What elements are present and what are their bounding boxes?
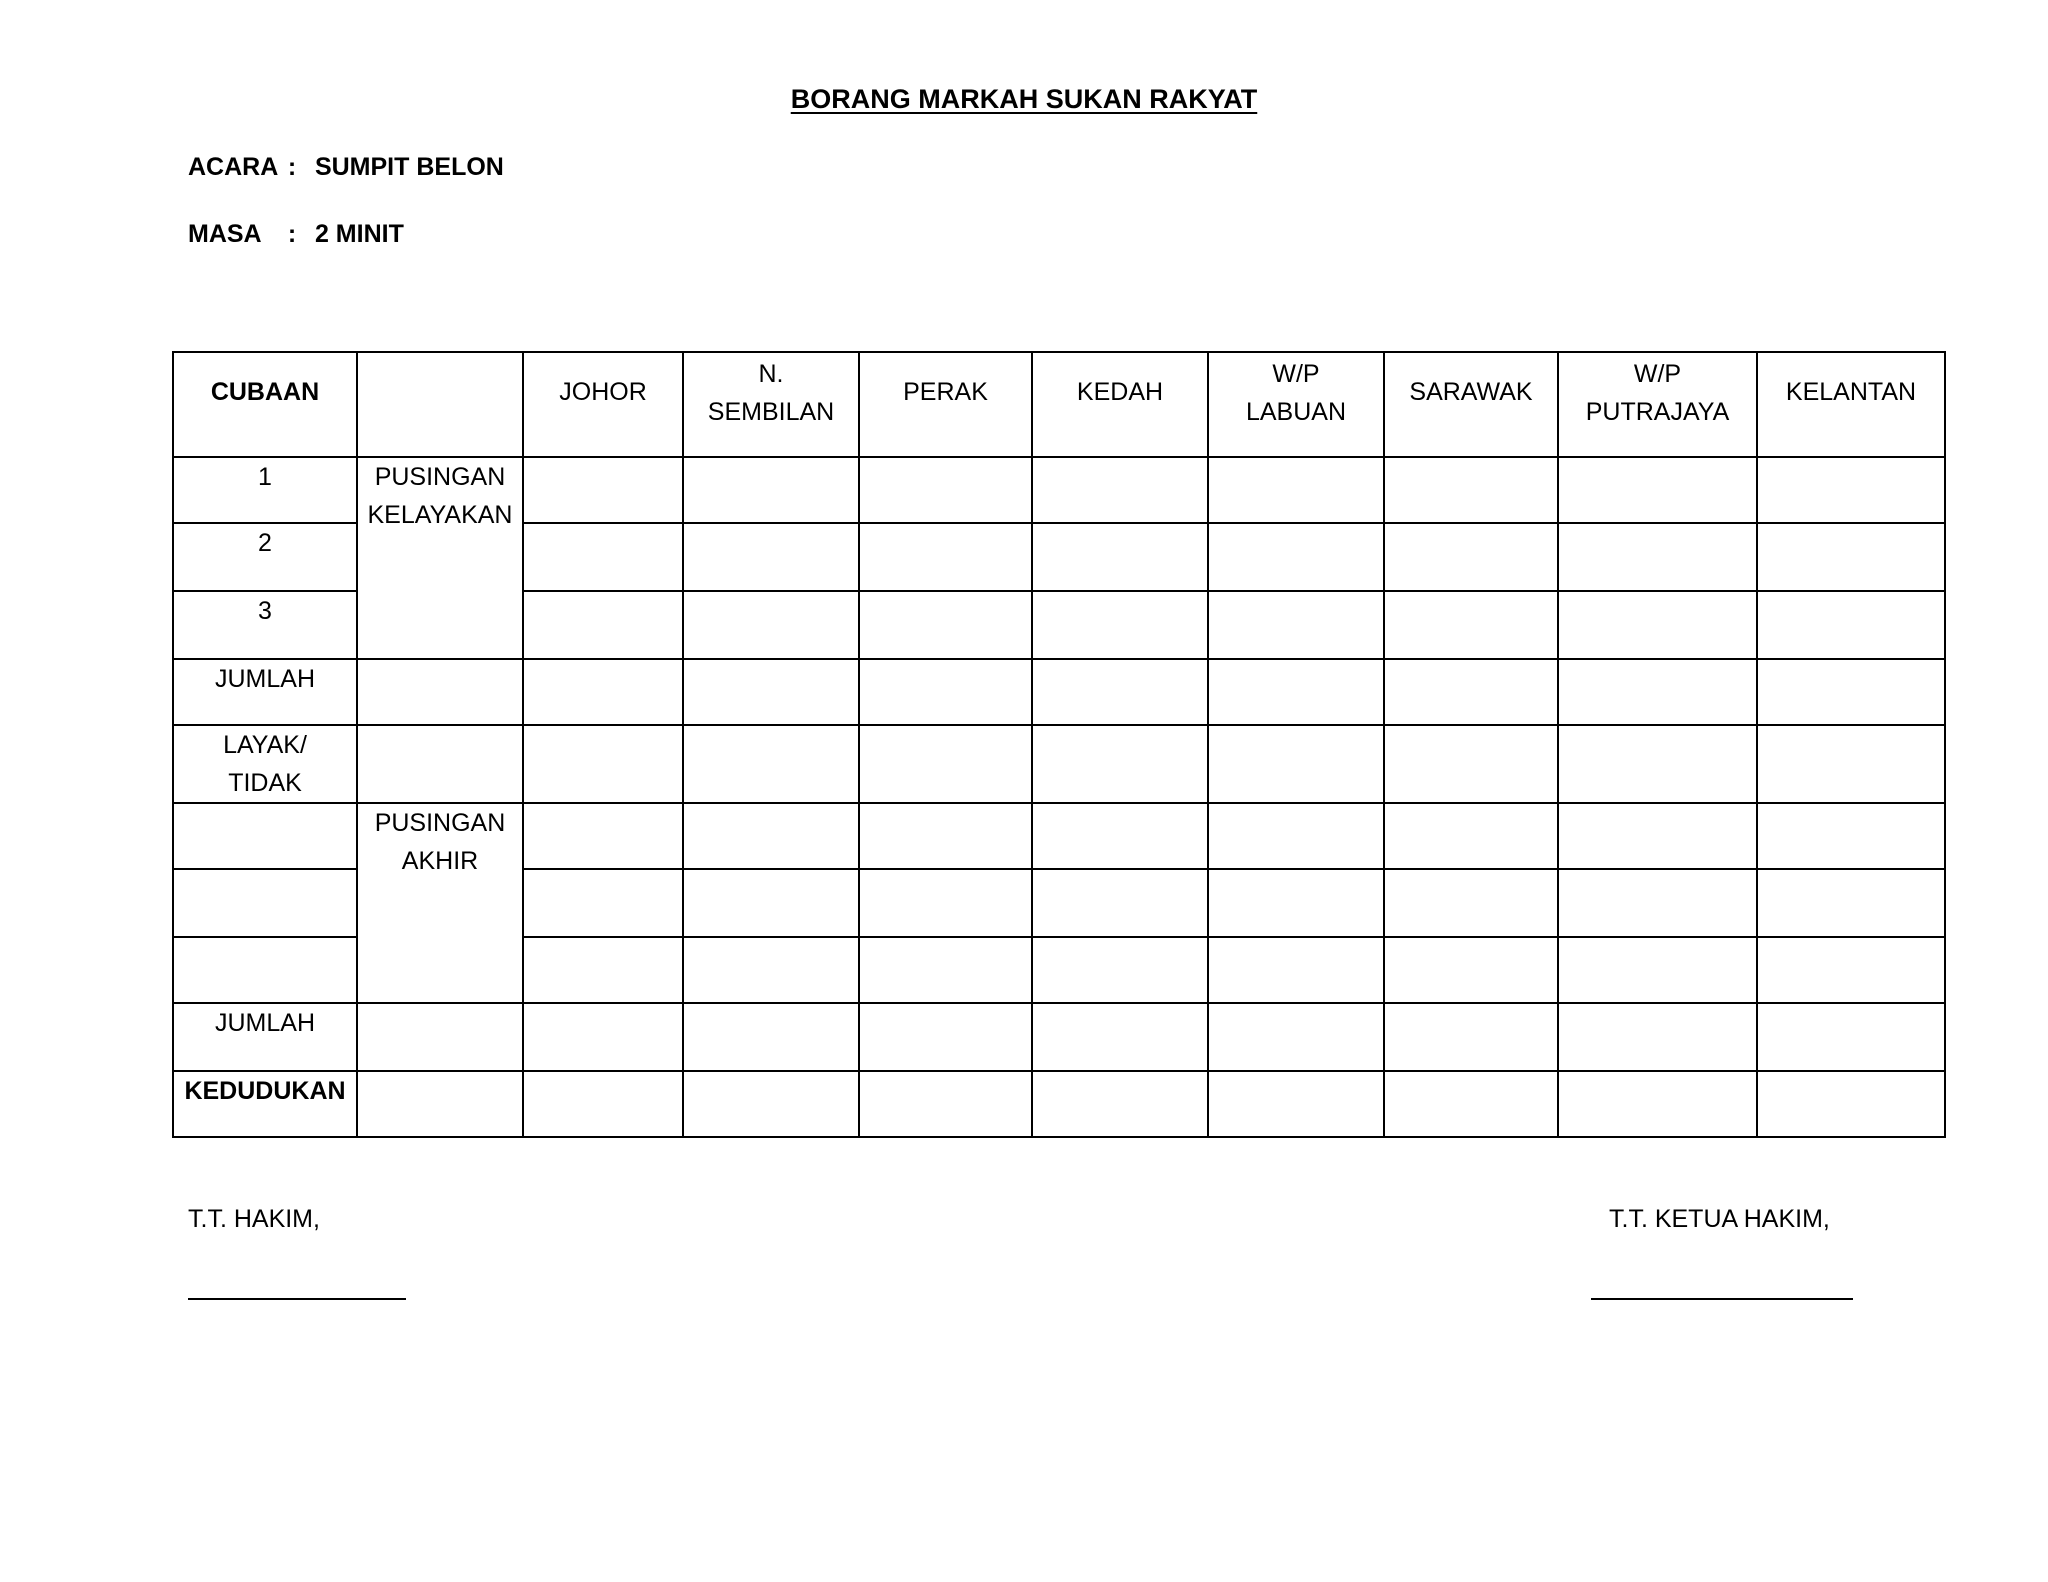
score-cell[interactable] <box>1384 937 1558 1003</box>
score-cell[interactable] <box>1558 523 1757 591</box>
round-final-label <box>357 803 523 1003</box>
chief-judge-signature-line[interactable] <box>1591 1298 1853 1300</box>
qualify-label <box>173 725 357 803</box>
qualify-row <box>173 725 1945 803</box>
score-cell[interactable] <box>683 659 859 725</box>
time-separator: : <box>287 220 297 248</box>
score-cell[interactable] <box>523 725 683 803</box>
score-cell[interactable] <box>1208 1003 1384 1071</box>
score-cell[interactable] <box>683 591 859 659</box>
judge-signature-line[interactable] <box>188 1298 406 1300</box>
final-attempt-blank[interactable] <box>173 803 357 869</box>
score-cell[interactable] <box>1558 725 1757 803</box>
round-qualifying-label-line: KELAYAKAN <box>367 501 513 529</box>
score-cell[interactable] <box>1384 659 1558 725</box>
header-state-line: PERAK <box>903 378 988 406</box>
score-cell[interactable] <box>859 1071 1032 1137</box>
event-separator: : <box>287 153 297 181</box>
score-cell[interactable] <box>523 803 683 869</box>
score-cell[interactable] <box>1757 659 1945 725</box>
attempt-number: 1 <box>173 457 357 523</box>
score-cell[interactable] <box>859 457 1032 523</box>
header-state-line: SARAWAK <box>1409 378 1533 406</box>
round-final-label-line: AKHIR <box>401 847 479 875</box>
attempt-row <box>173 457 1945 523</box>
attempt-number: 3 <box>173 591 357 659</box>
header-state <box>1208 352 1384 457</box>
score-cell[interactable] <box>1558 1003 1757 1071</box>
score-cell[interactable] <box>1208 591 1384 659</box>
score-cell[interactable] <box>683 1071 859 1137</box>
score-cell[interactable] <box>859 591 1032 659</box>
score-cell[interactable] <box>1032 1003 1208 1071</box>
score-cell[interactable] <box>1757 523 1945 591</box>
header-state <box>1558 352 1757 457</box>
header-row <box>173 352 1945 457</box>
header-state <box>1384 352 1558 457</box>
total-row-qualifying <box>173 659 1945 725</box>
score-cell[interactable] <box>859 937 1032 1003</box>
round-qualifying-label <box>357 457 523 659</box>
header-state <box>683 352 859 457</box>
header-state-line: KEDAH <box>1076 378 1164 406</box>
score-cell[interactable] <box>1384 869 1558 937</box>
score-cell[interactable] <box>683 457 859 523</box>
time-value: 2 MINIT <box>314 220 404 248</box>
score-cell[interactable] <box>683 937 859 1003</box>
round-blank[interactable] <box>357 1071 523 1137</box>
header-cubaan: CUBAAN <box>173 352 357 457</box>
score-cell[interactable] <box>1558 869 1757 937</box>
score-cell[interactable] <box>683 725 859 803</box>
header-state <box>523 352 683 457</box>
header-state <box>859 352 1032 457</box>
score-cell[interactable] <box>1558 1071 1757 1137</box>
judge-signature-label: T.T. HAKIM, <box>188 1205 320 1233</box>
score-cell[interactable] <box>523 1003 683 1071</box>
total-label: JUMLAH <box>173 659 357 725</box>
score-cell[interactable] <box>683 869 859 937</box>
score-cell[interactable] <box>1384 457 1558 523</box>
score-cell[interactable] <box>1208 803 1384 869</box>
position-label: KEDUDUKAN <box>173 1071 357 1137</box>
score-cell[interactable] <box>1208 937 1384 1003</box>
score-cell[interactable] <box>523 591 683 659</box>
score-cell[interactable] <box>1757 725 1945 803</box>
score-cell[interactable] <box>1032 803 1208 869</box>
score-cell[interactable] <box>1558 457 1757 523</box>
score-cell[interactable] <box>859 803 1032 869</box>
score-cell[interactable] <box>1558 937 1757 1003</box>
score-cell[interactable] <box>683 1003 859 1071</box>
score-cell[interactable] <box>1032 1071 1208 1137</box>
qualify-label-line: TIDAK <box>228 769 302 797</box>
event-label: ACARA <box>188 153 279 181</box>
header-state-line: LABUAN <box>1245 398 1347 426</box>
qualify-label-line: LAYAK/ <box>223 731 307 759</box>
score-cell[interactable] <box>1208 725 1384 803</box>
score-cell[interactable] <box>1208 457 1384 523</box>
score-cell[interactable] <box>1558 659 1757 725</box>
score-cell[interactable] <box>1384 803 1558 869</box>
header-state-line: SEMBILAN <box>707 398 835 426</box>
score-cell[interactable] <box>859 659 1032 725</box>
score-cell[interactable] <box>1384 591 1558 659</box>
score-cell[interactable] <box>523 457 683 523</box>
score-cell[interactable] <box>1032 523 1208 591</box>
attempt-number: 2 <box>173 523 357 591</box>
score-cell[interactable] <box>1757 591 1945 659</box>
score-cell[interactable] <box>523 1071 683 1137</box>
score-cell[interactable] <box>1757 1003 1945 1071</box>
header-state-line: KELANTAN <box>1785 378 1917 406</box>
time-label: MASA <box>188 220 262 248</box>
header-state <box>1032 352 1208 457</box>
total-row-final <box>173 1003 1945 1071</box>
score-cell[interactable] <box>1558 803 1757 869</box>
round-blank[interactable] <box>357 1003 523 1071</box>
header-state <box>1757 352 1945 457</box>
round-qualifying-label-line: PUSINGAN <box>374 463 506 491</box>
score-cell[interactable] <box>1757 869 1945 937</box>
score-cell[interactable] <box>1032 457 1208 523</box>
score-cell[interactable] <box>859 725 1032 803</box>
header-round-blank <box>357 352 523 457</box>
time-line <box>188 220 404 249</box>
score-cell[interactable] <box>1032 725 1208 803</box>
score-cell[interactable] <box>1757 803 1945 869</box>
header-state-line: N. <box>758 360 784 388</box>
position-row <box>173 1071 1945 1137</box>
score-cell[interactable] <box>523 523 683 591</box>
score-cell[interactable] <box>1032 869 1208 937</box>
score-cell[interactable] <box>1208 659 1384 725</box>
score-cell[interactable] <box>859 869 1032 937</box>
header-state-line: W/P <box>1633 360 1682 388</box>
final-attempt-blank[interactable] <box>173 869 357 937</box>
total-label: JUMLAH <box>173 1003 357 1071</box>
score-cell[interactable] <box>1757 1071 1945 1137</box>
score-table <box>172 351 1946 1138</box>
score-cell[interactable] <box>683 523 859 591</box>
score-cell[interactable] <box>523 659 683 725</box>
event-line <box>188 153 504 182</box>
round-final-label-line: PUSINGAN <box>374 809 506 837</box>
score-cell[interactable] <box>683 803 859 869</box>
score-cell[interactable] <box>1208 523 1384 591</box>
score-cell[interactable] <box>1208 869 1384 937</box>
score-cell[interactable] <box>1384 1071 1558 1137</box>
score-cell[interactable] <box>523 869 683 937</box>
score-cell[interactable] <box>1032 659 1208 725</box>
header-state-line: PUTRAJAYA <box>1585 398 1730 426</box>
event-value: SUMPIT BELON <box>314 153 504 181</box>
document-title: BORANG MARKAH SUKAN RAKYAT <box>790 84 1258 114</box>
score-cell[interactable] <box>1208 1071 1384 1137</box>
score-cell[interactable] <box>523 937 683 1003</box>
round-blank[interactable] <box>357 659 523 725</box>
header-state-line: JOHOR <box>559 378 647 406</box>
score-cell[interactable] <box>1757 937 1945 1003</box>
score-cell[interactable] <box>1384 523 1558 591</box>
final-row <box>173 803 1945 869</box>
score-cell[interactable] <box>1558 591 1757 659</box>
score-cell[interactable] <box>1384 725 1558 803</box>
score-cell[interactable] <box>1384 1003 1558 1071</box>
score-cell[interactable] <box>859 1003 1032 1071</box>
score-cell[interactable] <box>1032 591 1208 659</box>
score-cell[interactable] <box>859 523 1032 591</box>
round-blank[interactable] <box>357 725 523 803</box>
score-cell[interactable] <box>1032 937 1208 1003</box>
final-attempt-blank[interactable] <box>173 937 357 1003</box>
score-cell[interactable] <box>1757 457 1945 523</box>
header-state-line: W/P <box>1272 360 1320 388</box>
chief-judge-signature-label: T.T. KETUA HAKIM, <box>1609 1205 1830 1233</box>
